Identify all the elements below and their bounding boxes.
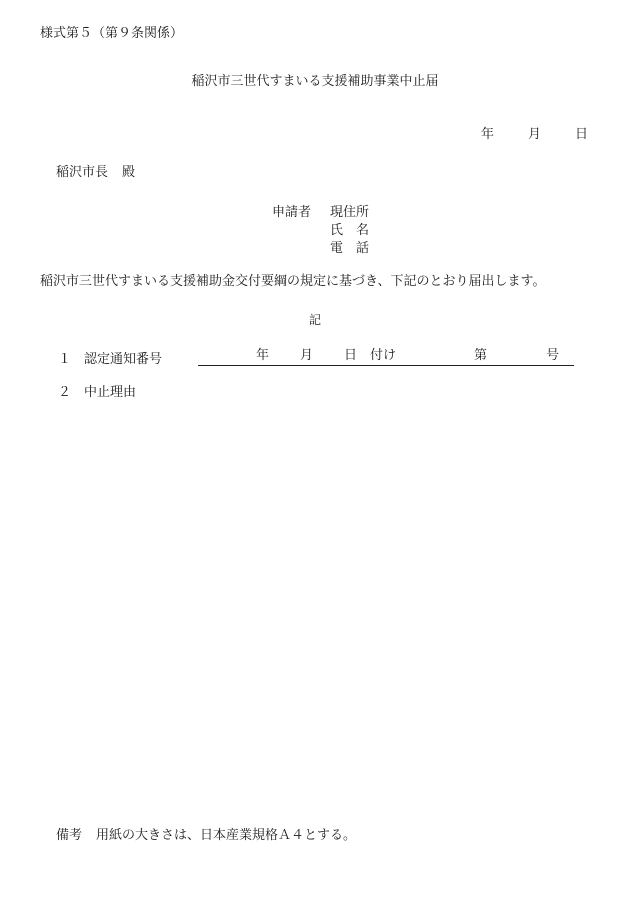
item-number: １	[58, 352, 72, 367]
form-number: 様式第５（第９条関係）	[40, 26, 184, 41]
item-label: 中止理由	[84, 385, 137, 400]
remarks-note	[56, 829, 356, 842]
applicant-label: 申請者	[272, 204, 312, 220]
item-reason	[58, 386, 198, 399]
cert-year: 年	[256, 348, 270, 363]
date-day: 日	[574, 127, 588, 142]
item-label: 認定通知番号	[84, 352, 163, 367]
phone-label: 電 話	[330, 240, 370, 256]
item-certification-number	[58, 349, 574, 366]
addressee-honorific: 殿	[122, 165, 136, 180]
applicant-block	[272, 203, 369, 257]
record-heading: 記	[308, 313, 321, 327]
page-title: 稲沢市三世代すまいる支援補助事業中止届	[191, 74, 439, 89]
item-number: ２	[58, 385, 72, 400]
date-month: 月	[527, 127, 541, 142]
address-label: 現住所	[330, 204, 370, 220]
date-year: 年	[480, 127, 494, 142]
remarks-text: 用紙の大きさは、日本産業規格Ａ４とする。	[96, 828, 357, 843]
cert-dai: 第	[474, 348, 488, 363]
cert-day-dated: 日 付け	[344, 348, 397, 363]
certification-number-field	[198, 349, 574, 366]
body-text: 稲沢市三世代すまいる支援補助金交付要綱の規定に基づき、下記のとおり届出します。	[40, 274, 546, 289]
date-line	[481, 128, 588, 141]
cert-month: 月	[300, 348, 314, 363]
remarks-label: 備考	[56, 828, 83, 843]
addressee-name: 稲沢市長	[56, 165, 109, 180]
addressee	[56, 166, 135, 179]
name-label: 氏 名	[330, 222, 370, 238]
cert-go: 号	[546, 348, 560, 363]
